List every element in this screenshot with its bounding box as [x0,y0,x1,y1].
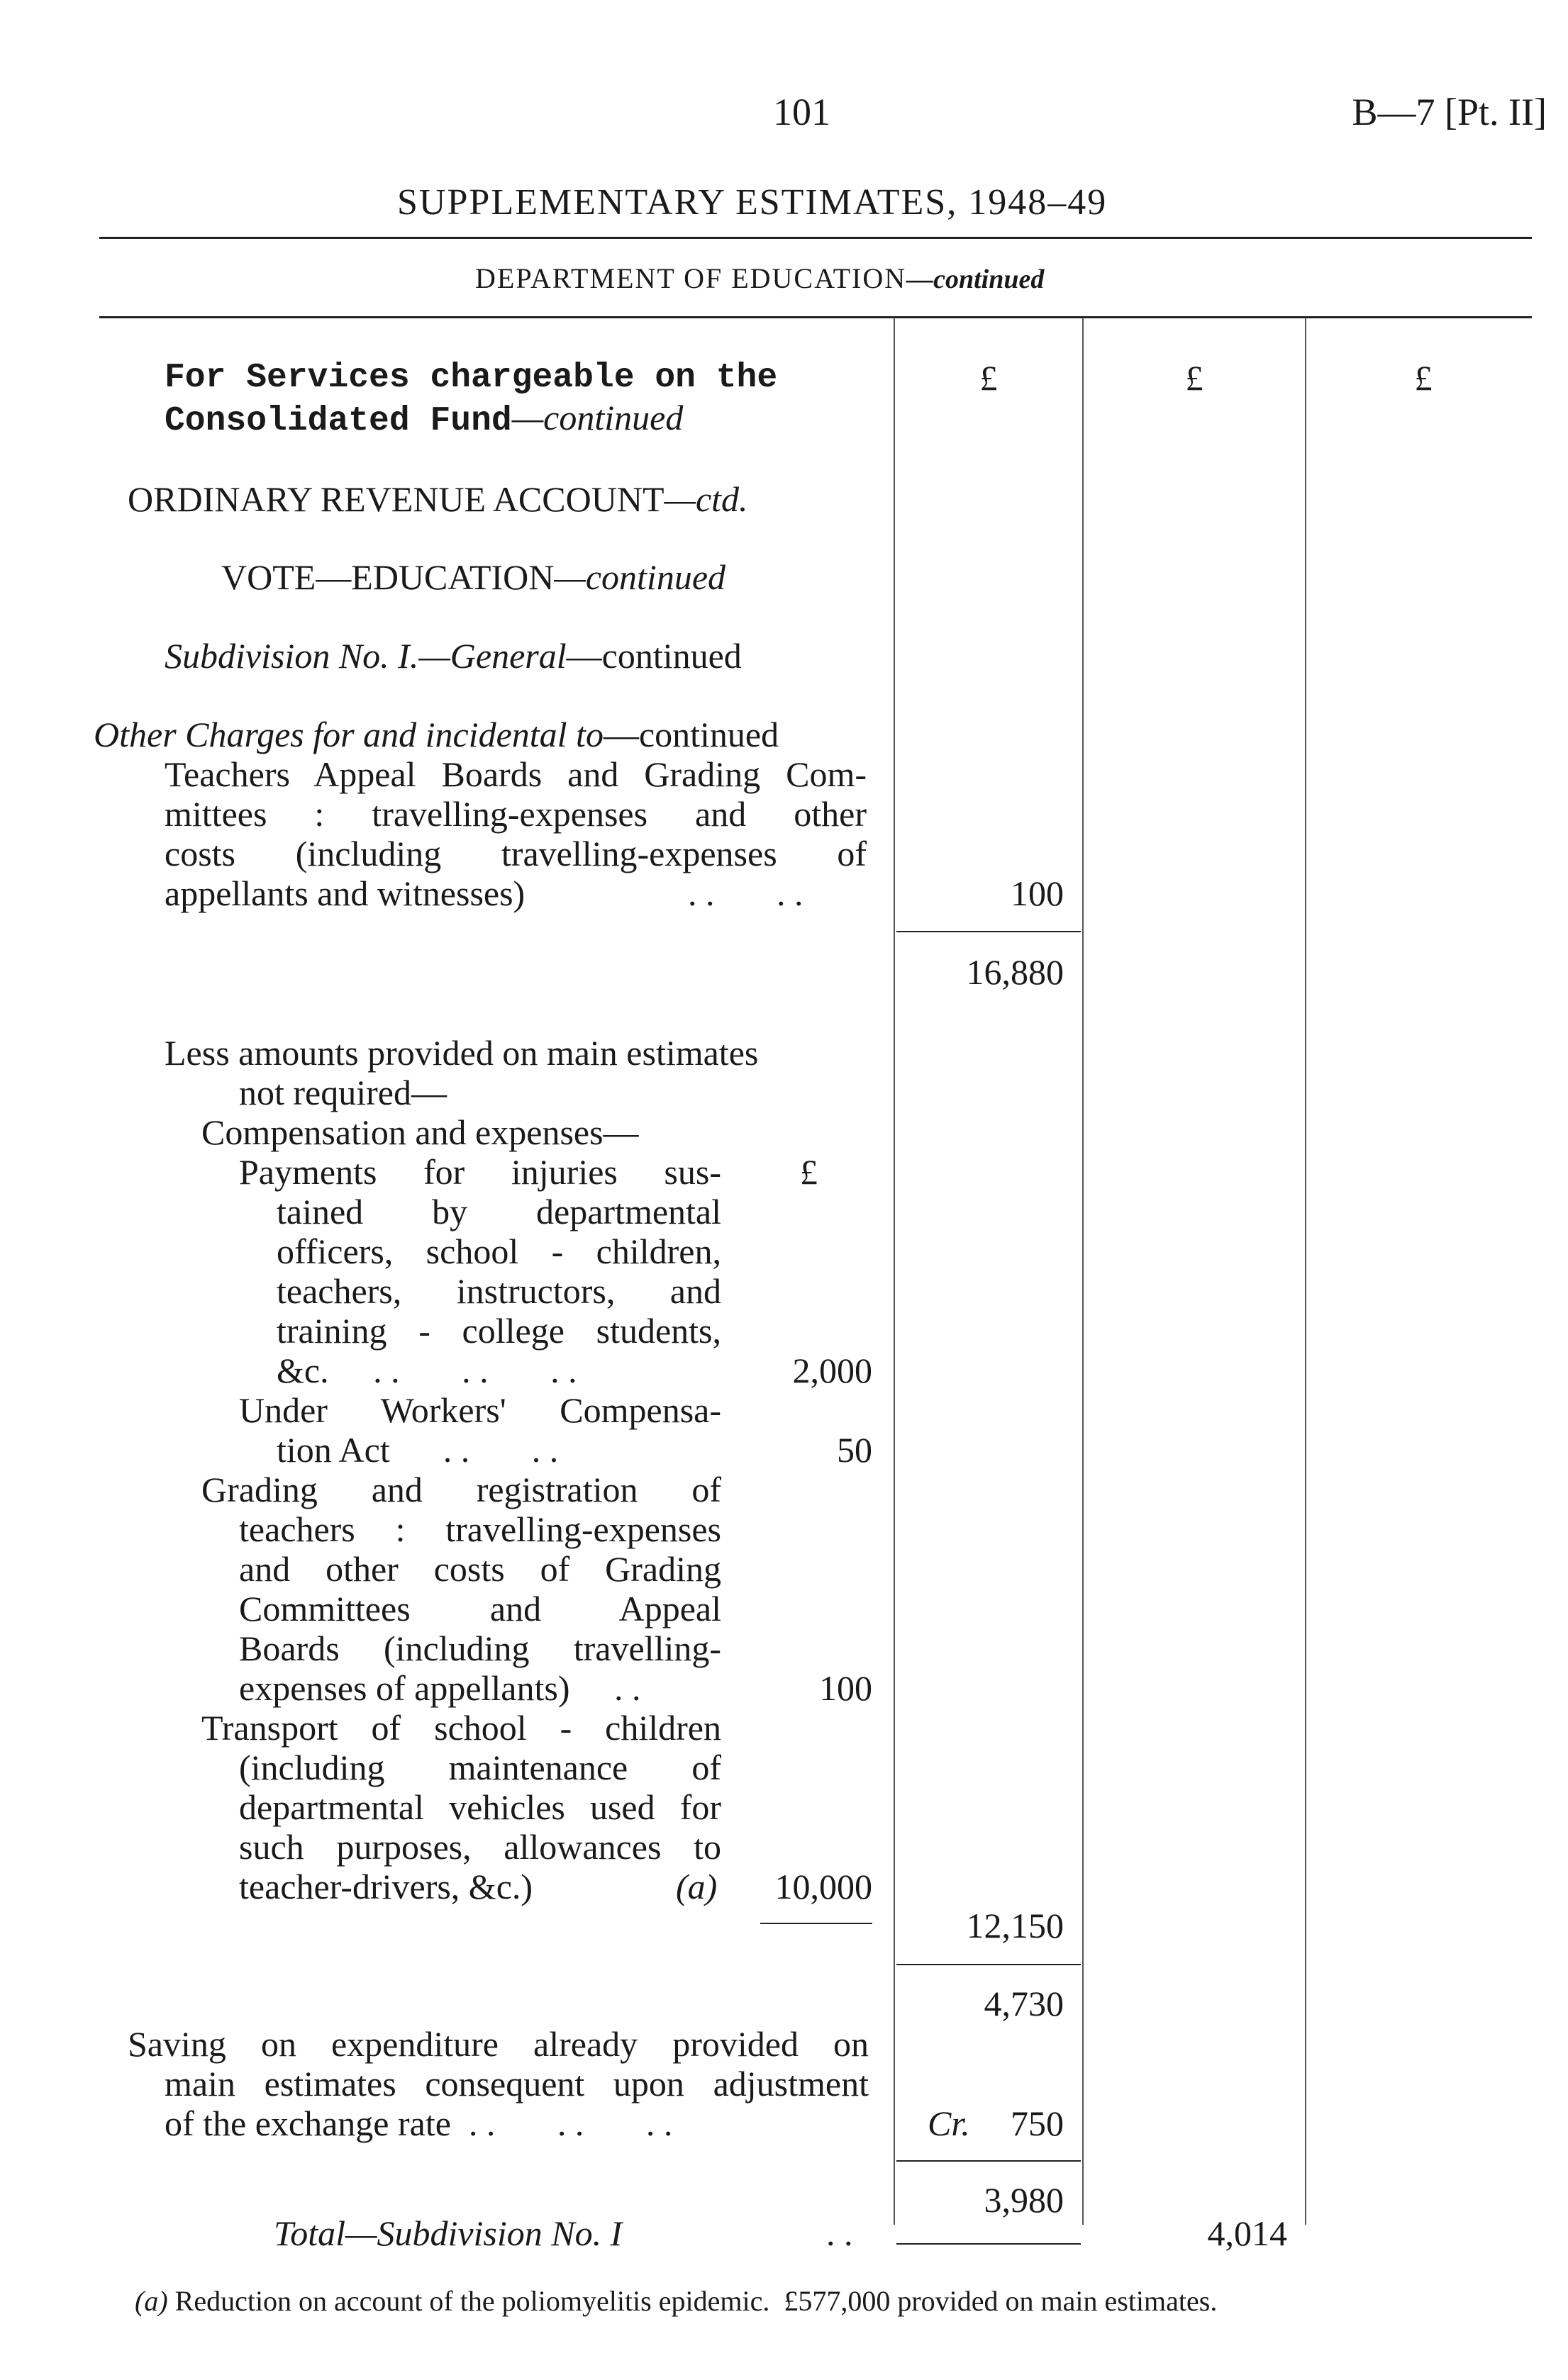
payments-line-4: teachers, instructors, and [277,1271,721,1311]
transport-line-5: teacher-drivers, &c.) [239,1867,533,1906]
account-heading: ORDINARY REVENUE ACCOUNT—ctd. [128,479,748,519]
transport-line-4: such purposes, allowances to [239,1827,721,1867]
workers-line-2: tion Act . . . . [277,1430,559,1470]
grading-line-2: teachers : travelling-expenses [239,1509,721,1549]
title-rule [99,237,1532,239]
saving-line-2: main estimates consequent upon adjustment [165,2064,869,2104]
services-heading-line1: For Services chargeable on the [165,359,778,397]
other-charges-heading: Other Charges for and incidental to—continued [94,715,779,754]
page-number: 101 [773,91,830,133]
inner-total-rule [760,1923,872,1924]
total-leaders: . . [826,2213,853,2253]
transport-line-2: (including maintenance of [239,1748,721,1787]
transport-line-3: departmental vehicles used for [239,1787,721,1827]
grading-line-6: expenses of appellants) . . [239,1668,641,1708]
item-leaders: . . . . [688,873,804,913]
saving-line-3: of the exchange rate . . . . . . [165,2104,673,2143]
item-line-4: appellants and witnesses) [165,873,526,913]
department-heading: DEPARTMENT OF EDUCATION—continued [475,262,1045,294]
less-heading-line1: Less amounts provided on main estimates [165,1033,759,1073]
credit-label: Cr. [928,2104,970,2143]
item-line-1: Teachers Appeal Boards and Grading Com- [165,754,867,794]
department-rule [99,316,1532,318]
column-header-2: £ [1185,358,1203,398]
payments-line-6: &c. . . . . . . [277,1351,577,1390]
compensation-heading: Compensation and expenses— [201,1112,639,1152]
payments-amount: 2,000 [792,1351,872,1390]
footnote [135,2281,1217,2321]
transport-amount: 10,000 [774,1867,872,1906]
payments-line-5: training - college students, [277,1311,721,1351]
payments-line-1: Payments for injuries sus- [239,1152,721,1192]
item-amount: 100 [1011,873,1064,913]
saving-amount: 750 [1011,2104,1064,2143]
page-reference: B—7 [Pt. II] [1352,91,1547,133]
total-amount: 4,014 [1207,2213,1287,2253]
footnote-text: Reduction on account of the poliomyelitis epidemic. £577,000 provided on main estimates. [174,2285,1218,2317]
vote-heading: VOTE—EDUCATION—continued [221,557,726,597]
services-heading-line2: Consolidated Fund—continued [165,398,684,440]
payments-line-3: officers, school - children, [277,1231,721,1271]
grading-line-5: Boards (including travelling- [239,1628,721,1668]
grading-line-3: and other costs of Grading [239,1549,721,1589]
transport-line-1: Transport of school - children [201,1708,721,1748]
grading-line-1: Grading and registration of [201,1470,721,1509]
after-saving-amount: 3,980 [984,2180,1064,2220]
column-rule-2 [1082,318,1084,2225]
total-label: Total—Subdivision No. I [274,2213,623,2253]
subtotal-amount: 16,880 [966,952,1064,992]
inner-pound-sign: £ [800,1152,818,1192]
less-total-amount: 12,150 [966,1906,1064,1945]
payments-line-2: tained by departmental [277,1192,721,1231]
workers-line-1: Under Workers' Compensa- [239,1390,721,1430]
saving-line-1: Saving on expenditure already provided on [128,2024,869,2064]
net-amount: 4,730 [984,1984,1064,2023]
workers-amount: 50 [837,1430,872,1470]
footnote-mark: (a) [135,2285,168,2317]
grading-line-4: Committees and Appeal [239,1589,721,1628]
grading-amount: 100 [819,1668,872,1708]
less-heading-line2: not required— [239,1073,447,1112]
transport-note-mark: (a) [676,1867,718,1906]
column-rule-3 [1305,318,1306,2225]
subdivision-heading: Subdivision No. I.—General—continued [165,636,742,676]
item-line-2: mittees : travelling-expenses and other [165,794,867,834]
total-rule [896,2243,1081,2245]
page-title: SUPPLEMENTARY ESTIMATES, 1948–49 [397,182,1108,223]
subtotal-rule [896,931,1081,932]
net-rule [896,1964,1081,1965]
item-line-3: costs (including travelling-expenses of [165,834,867,873]
column-header-1: £ [979,358,998,398]
after-saving-rule [896,2160,1081,2162]
column-header-3: £ [1414,358,1433,398]
